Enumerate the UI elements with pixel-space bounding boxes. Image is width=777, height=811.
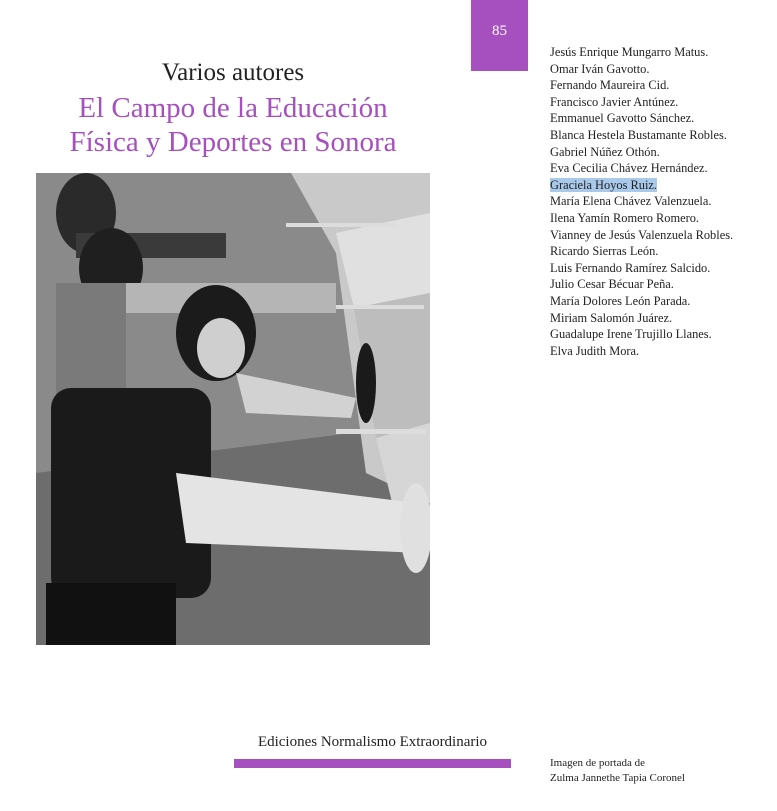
cover-credit-line-1: Imagen de portada de [550, 757, 645, 769]
book-title [36, 91, 430, 159]
page-number-box [471, 0, 528, 71]
author-item: Gabriel Núñez Othón. [550, 144, 660, 159]
author-item: Miriam Salomón Juárez. [550, 310, 673, 325]
page-number: 85 [492, 23, 507, 39]
cover-credit [550, 756, 685, 786]
author-item: Blanca Hestela Bustamante Robles. [550, 127, 727, 142]
author-item: Ilena Yamín Romero Romero. [550, 210, 700, 225]
book-authors-label: Varios autores [161, 59, 305, 86]
author-item: Jesús Enrique Mungarro Matus. [550, 45, 709, 59]
author-item-highlighted[interactable]: Graciela Hoyos Ruiz. [550, 177, 658, 192]
publisher-bar [234, 759, 511, 768]
author-item: Omar Iván Gavotto. [550, 61, 650, 76]
author-item: Francisco Javier Antúnez. [550, 94, 679, 109]
cover-photo [36, 173, 430, 645]
author-item: Vianney de Jesús Valenzuela Robles. [550, 227, 734, 242]
author-item: Luis Fernando Ramírez Salcido. [550, 260, 711, 275]
author-item: Guadalupe Irene Trujillo Llanes. [550, 327, 712, 342]
cover-credit-line-2: Zulma Jannethe Tapia Coronel [550, 772, 685, 784]
author-item: Fernando Maureira Cid. [550, 78, 670, 93]
author-item: María Elena Chávez Valenzuela. [550, 194, 712, 209]
author-item: Emmanuel Gavotto Sánchez. [550, 111, 695, 126]
book-title-line-2: Física y Deportes en Sonora [69, 126, 397, 158]
author-item: Elva Judith Mora. [550, 343, 640, 358]
author-item: Eva Cecilia Chávez Hernández. [550, 161, 708, 176]
author-item: Ricardo Sierras León. [550, 244, 659, 259]
publisher-name: Ediciones Normalismo Extraordinario [257, 734, 488, 750]
book-title-line-1: El Campo de la Educación [78, 92, 388, 124]
author-item: Julio Cesar Bécuar Peña. [550, 277, 674, 292]
author-item: María Dolores León Parada. [550, 293, 691, 308]
author-list [550, 44, 733, 359]
